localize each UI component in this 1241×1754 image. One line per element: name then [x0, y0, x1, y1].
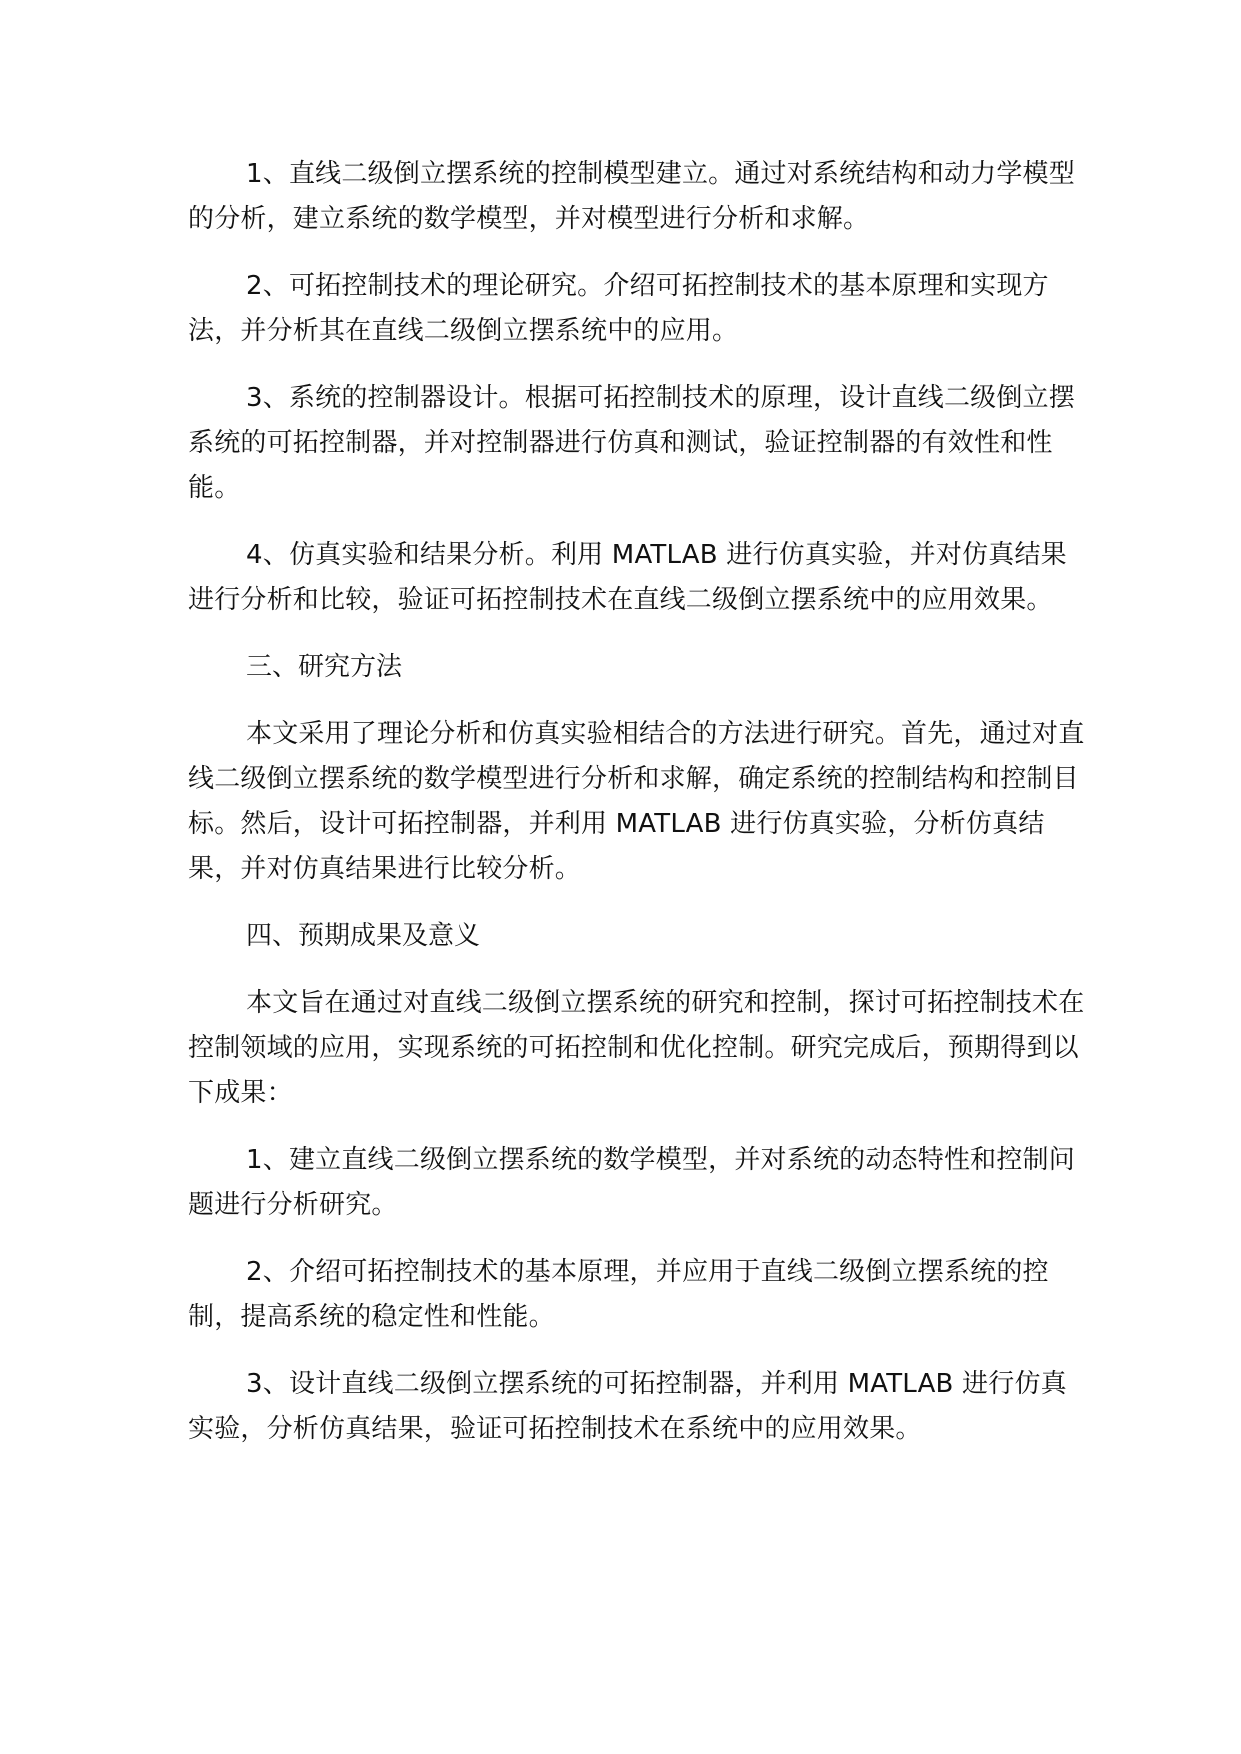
paragraph-result-item-1: 1、建立直线二级倒立摆系统的数学模型，并对系统的动态特性和控制问题进行分析研究。: [188, 1145, 1075, 1220]
paragraph-content-item-1: 1、直线二级倒立摆系统的控制模型建立。通过对系统结构和动力学模型的分析，建立系统的数学模型，并对模型进行分析和求解。: [188, 159, 1075, 234]
document-body: [188, 152, 1088, 1474]
paragraph-content-item-4: 4、仿真实验和结果分析。利用 MATLAB 进行仿真实验，并对仿真结果进行分析和比较，验证可拓控制技术在直线二级倒立摆系统中的应用效果。: [188, 540, 1067, 615]
section-heading-expected-results: 四、预期成果及意义: [246, 921, 481, 951]
paragraph-result-item-3: 3、设计直线二级倒立摆系统的可拓控制器，并利用 MATLAB 进行仿真实验，分析仿真结果，验证可拓控制技术在系统中的应用效果。: [188, 1369, 1067, 1444]
paragraph-content-item-2: 2、可拓控制技术的理论研究。介绍可拓控制技术的基本原理和实现方法，并分析其在直线二级倒立摆系统中的应用。: [188, 271, 1049, 346]
paragraph-expected-results-intro: 本文旨在通过对直线二级倒立摆系统的研究和控制，探讨可拓控制技术在控制领域的应用，实现系统的可拓控制和优化控制。研究完成后，预期得到以下成果：: [188, 988, 1085, 1108]
paragraph-result-item-2: 2、介绍可拓控制技术的基本原理，并应用于直线二级倒立摆系统的控制，提高系统的稳定性和性能。: [188, 1257, 1049, 1332]
paragraph-research-methods: 本文采用了理论分析和仿真实验相结合的方法进行研究。首先，通过对直线二级倒立摆系统的数学模型进行分析和求解，确定系统的控制结构和控制目标。然后，设计可拓控制器，并利用 MATLAB 进行仿真实验，分析仿真结果，并对仿真结果进行比较分析。: [188, 719, 1085, 884]
paragraph-content-item-3: 3、系统的控制器设计。根据可拓控制技术的原理，设计直线二级倒立摆系统的可拓控制器，并对控制器进行仿真和测试，验证控制器的有效性和性能。: [188, 383, 1075, 503]
section-heading-research-methods: 三、研究方法: [246, 652, 403, 682]
